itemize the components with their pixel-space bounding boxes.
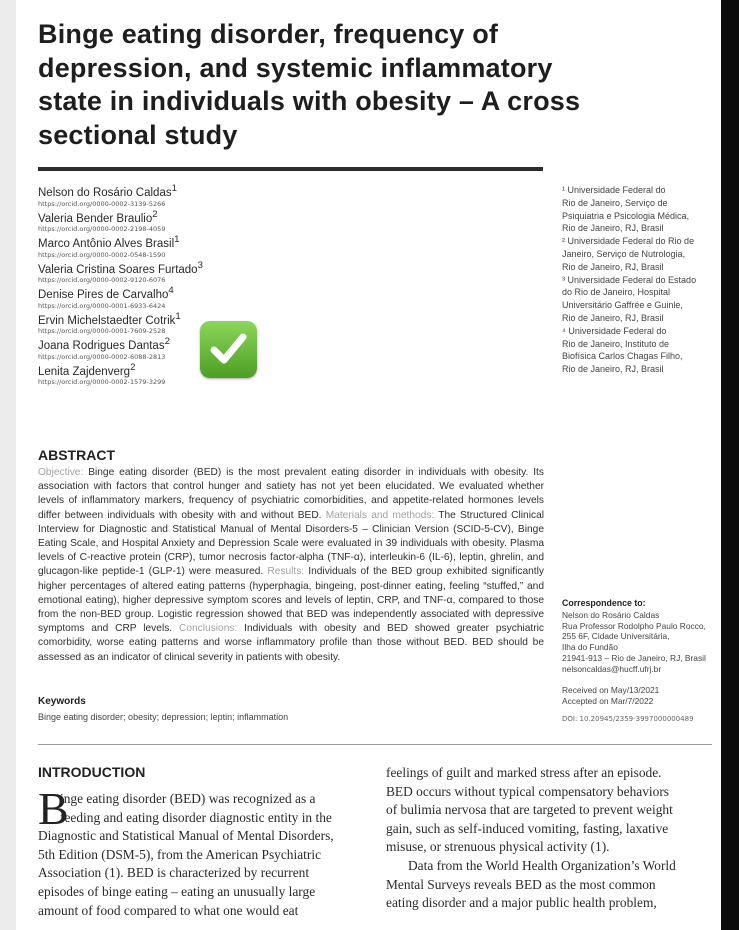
check-mark-icon bbox=[208, 329, 249, 370]
author-orcid-link[interactable]: https://orcid.org/0000-0002-6088-2813 bbox=[38, 352, 166, 361]
author-entry bbox=[38, 284, 338, 310]
body-text-line: Data from the World Health Organization’s World bbox=[408, 857, 676, 873]
author-name: Nelson do Rosário Caldas bbox=[38, 186, 172, 199]
body-text-line: of bulimia nervosa that are targeted to prevent weight bbox=[386, 802, 673, 818]
author-affiliation-mark: 2 bbox=[164, 336, 170, 347]
author-affiliation-mark: 4 bbox=[168, 285, 174, 296]
correspondence-email[interactable]: nelsoncaldas@hucff.ufrj.br bbox=[562, 663, 662, 674]
correspondence-line: Ilha do Fundão bbox=[562, 642, 618, 653]
author-affiliation-mark: 2 bbox=[130, 361, 136, 373]
correspondence-block bbox=[562, 598, 722, 675]
conclusions-label: Conclusions: bbox=[178, 623, 238, 635]
submission-dates bbox=[562, 685, 722, 707]
author-affiliation-mark: 2 bbox=[152, 208, 158, 220]
author-entry bbox=[38, 208, 338, 234]
body-text-line: episodes of binge eating – eating an unusually large bbox=[38, 883, 316, 899]
correspondence-line: Rua Professor Rodolpho Paulo Rocco, bbox=[562, 620, 706, 631]
author-affiliation-mark: 1 bbox=[171, 183, 177, 194]
affiliation-line: Biofísica Carlos Chagas Filho, bbox=[562, 351, 683, 362]
affiliation-line: ² Universidade Federal do Rio de bbox=[562, 236, 695, 247]
author-name: Lenita Zajdenverg bbox=[38, 365, 131, 378]
author-orcid-link[interactable]: https://orcid.org/0000-0002-9120-6076 bbox=[38, 276, 166, 285]
page-crop-fade bbox=[16, 922, 721, 930]
correspondence-line: 255 6F, Cidade Universitária, bbox=[562, 631, 670, 642]
affiliation-line: Psiquiatria e Psicologia Médica, bbox=[562, 210, 690, 221]
article-title: Binge eating disorder, frequency of depression, and systemic inflammatory state in individuals with obesity – A cross sectional study bbox=[38, 19, 581, 150]
affiliation-line: Universitário Gaffrée e Guinle, bbox=[562, 300, 683, 311]
author-orcid-link[interactable]: https://orcid.org/0000-0001-7609-2528 bbox=[38, 327, 166, 336]
results-label: Results: bbox=[267, 566, 305, 578]
body-text-line: amount of food compared to what one would eat bbox=[38, 902, 299, 918]
author-affiliation-mark: 1 bbox=[175, 310, 181, 322]
author-entry bbox=[38, 361, 338, 387]
body-text-line: gain, such as self-induced vomiting, fasting, laxative bbox=[386, 820, 669, 836]
author-name: Ervin Michelstaedter Cotrik bbox=[38, 314, 176, 327]
affiliation-line: Rio de Janeiro, Serviço de bbox=[562, 197, 668, 208]
affiliations bbox=[562, 184, 722, 376]
body-text-line: 5th Edition (DSM-5), from the American Psychiatric bbox=[38, 846, 322, 862]
author-entry bbox=[38, 310, 338, 336]
author-name: Valeria Cristina Soares Furtado bbox=[38, 263, 198, 276]
received-date: Received on May/13/2021 bbox=[562, 685, 660, 695]
body-text-line: feeding and eating disorder diagnostic entity in the bbox=[60, 809, 332, 825]
keywords-list: Binge eating disorder; obesity; depression; leptin; inflammation bbox=[38, 712, 289, 722]
abstract-heading: ABSTRACT bbox=[38, 447, 115, 463]
author-orcid-link[interactable]: https://orcid.org/0000-0002-1579-3299 bbox=[38, 378, 166, 387]
title-divider bbox=[38, 167, 543, 171]
author-name: Denise Pires de Carvalho bbox=[38, 288, 169, 301]
author-name: Marco Antônio Alves Brasil bbox=[38, 237, 175, 250]
objective-text: Binge eating disorder (BED) is the most prevalent eating disorder in individuals with obesity. Its association with factors that control hunger and satiety has not yet been elucidated. We evaluated whether levels of inflammatory markers, frequency of psychiatric comorbidities, and appetite-related hormones levels differ between individuals with obesity with and without BED. bbox=[38, 467, 544, 521]
correspondence-line: 21941-913 – Rio de Janeiro, RJ, Brasil bbox=[562, 652, 706, 663]
check-mark-button-icon bbox=[200, 321, 257, 378]
author-entry bbox=[38, 259, 338, 285]
body-text-line: eating disorder and a major public health problem, bbox=[386, 895, 657, 911]
author-list bbox=[38, 182, 338, 386]
accepted-date: Accepted on Mar/7/2022 bbox=[562, 696, 654, 706]
author-entry bbox=[38, 335, 338, 361]
affiliation-line: Rio de Janeiro, RJ, Brasil bbox=[562, 223, 664, 234]
affiliation-line: Rio de Janeiro, RJ, Brasil bbox=[562, 364, 664, 375]
correspondence-heading: Correspondence to: bbox=[562, 598, 646, 608]
author-orcid-link[interactable]: https://orcid.org/0000-0002-2198-4059 bbox=[38, 225, 166, 234]
affiliation-line: ¹ Universidade Federal do bbox=[562, 185, 666, 195]
author-name: Valeria Bender Braulio bbox=[38, 212, 153, 225]
introduction-right-column bbox=[386, 764, 711, 913]
author-entry bbox=[38, 233, 338, 259]
author-orcid-link[interactable]: https://orcid.org/0000-0002-0548-1590 bbox=[38, 250, 166, 259]
body-text-line: Mental Surveys reveals BED as the most common bbox=[386, 876, 656, 892]
methods-text: The Structured Clinical Interview for Diagnostic and Statistical Manual of Mental Disorders-5 – Clinician Version (SCID-5-CV), Binge Eating Scale, and Hospital Anxiety and Depression Scale were evaluated in 39 individuals with obesity. Plasma levels of C-reactive protein (CRP), tumor necrosis factor-alpha (TNF-α), interleukin-6 (IL-6), leptin, ghrelin, and glucagon-like peptide-1 (GLP-1) were measured. bbox=[38, 509, 544, 578]
affiliation-line: Rio de Janeiro, RJ, Brasil bbox=[562, 312, 664, 323]
results-text: Individuals of the BED group exhibited significantly higher percentages of altered eating patterns (hyperphagia, bingeing, post-dinner eating, feeling “stuffed,” and emotional eating), higher depressive symptom scores and levels of leptin, CRP, and TNF-α, compared to those from the non-BED group. Logistic regression showed that BED was independently associated with depressive symptoms and CRP levels. bbox=[38, 566, 544, 635]
body-text-line: inge eating disorder (BED) was recognized as a bbox=[60, 791, 316, 806]
body-text-line: misuse, or strenuous physical activity (1). bbox=[386, 839, 610, 855]
abstract-body bbox=[38, 466, 544, 665]
author-affiliation-mark: 3 bbox=[197, 259, 203, 271]
page-left-margin bbox=[0, 0, 16, 930]
affiliation-line: ³ Universidade Federal do Estado bbox=[562, 274, 697, 285]
keywords-heading: Keywords bbox=[38, 696, 86, 707]
author-affiliation-mark: 1 bbox=[174, 234, 180, 245]
introduction-heading: INTRODUCTION bbox=[38, 764, 146, 780]
page-right-edge bbox=[721, 0, 739, 930]
affiliation-line: Rio de Janeiro, Instituto de bbox=[562, 338, 670, 349]
author-entry bbox=[38, 182, 338, 208]
affiliation-line: ⁴ Universidade Federal do bbox=[562, 325, 667, 336]
affiliation-line: Janeiro, Serviço de Nutrologia, bbox=[562, 248, 686, 259]
body-text-line: BED occurs without typical compensatory behaviors bbox=[386, 783, 669, 799]
body-text-line: Association (1). BED is characterized by recurrent bbox=[38, 865, 310, 881]
section-divider bbox=[38, 744, 712, 745]
author-orcid-link[interactable]: https://orcid.org/0000-0002-3139-5266 bbox=[38, 199, 166, 208]
author-name: Joana Rodrigues Dantas bbox=[38, 339, 165, 352]
methods-label: Materials and methods: bbox=[325, 509, 435, 521]
drop-cap: B bbox=[38, 783, 69, 834]
body-text-line: Diagnostic and Statistical Manual of Mental Disorders, bbox=[38, 828, 334, 844]
introduction-left-column bbox=[38, 783, 363, 920]
doi-link[interactable]: DOI: 10.20945/2359-3997000000489 bbox=[562, 715, 694, 723]
objective-label: Objective: bbox=[38, 467, 84, 478]
body-text-line: feelings of guilt and marked stress after an episode. bbox=[386, 765, 662, 780]
correspondence-line: Nelson do Rosário Caldas bbox=[562, 609, 660, 620]
affiliation-line: Rio de Janeiro, RJ, Brasil bbox=[562, 261, 664, 272]
author-orcid-link[interactable]: https://orcid.org/0000-0001-6933-6424 bbox=[38, 301, 166, 310]
affiliation-line: do Rio de Janeiro, Hospital bbox=[562, 287, 671, 298]
conclusions-text: Individuals with obesity and BED showed greater psychiatric comorbidity, worse eating patterns and worse inflammatory profile than those without BED. BED should be assessed as an indicator of clinical severity in patients with obesity. bbox=[38, 623, 544, 663]
